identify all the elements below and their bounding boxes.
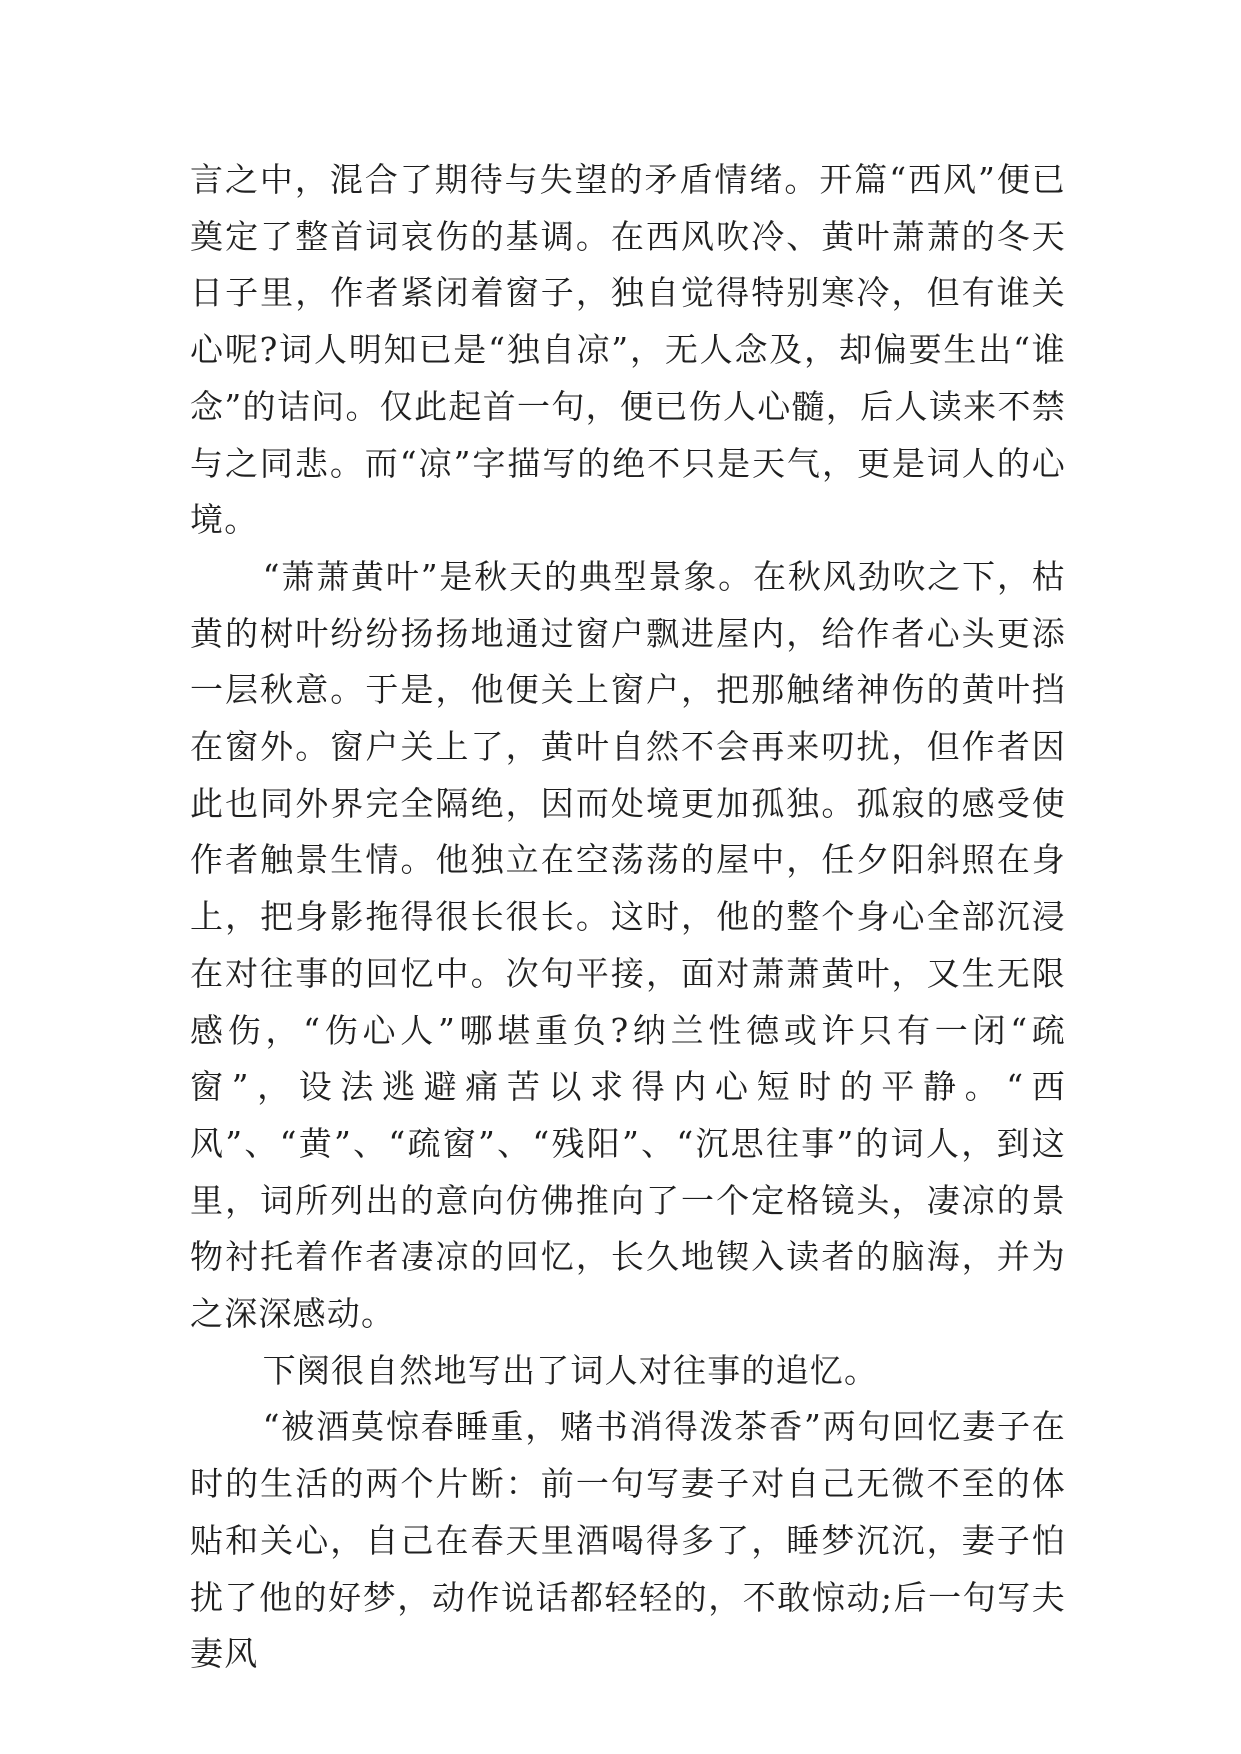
document-body: [190, 152, 1066, 1683]
paragraph: “被酒莫惊春睡重，赌书消得泼茶香”两句回忆妻子在时的生活的两个片断：前一句写妻子对自己无微不至的体贴和关心，自己在春天里酒喝得多了，睡梦沉沉，妻子怕扰了他的好梦，动作说话都轻轻的，不敢惊动;后一句写夫妻风: [190, 1407, 1066, 1674]
paragraph: “萧萧黄叶”是秋天的典型景象。在秋风劲吹之下，枯黄的树叶纷纷扬扬地通过窗户飘进屋内，给作者心头更添一层秋意。于是，他便关上窗户，把那触绪神伤的黄叶挡在窗外。窗户关上了，黄叶自然不会再来叨扰，但作者因此也同外界完全隔绝，因而处境更加孤独。孤寂的感受使作者触景生情。他独立在空荡荡的屋中，任夕阳斜照在身上，把身影拖得很长很长。这时，他的整个身心全部沉浸在对往事的回忆中。次句平接，面对萧萧黄叶，又生无限感伤，“伤心人”哪堪重负?纳兰性德或许只有一闭“疏窗”，设法逃避痛苦以求得内心短时的平静。“西风”、“黄”、“疏窗”、“残阳”、“沉思往事”的词人，到这里，词所列出的意向仿佛推向了一个定格镜头，凄凉的景物衬托着作者凄凉的回忆，长久地锲入读者的脑海，并为之深深感动。: [190, 556, 1066, 1334]
paragraph: 下阕很自然地写出了词人对往事的追忆。: [262, 1350, 879, 1390]
paragraph: 言之中，混合了期待与失望的矛盾情绪。开篇“西风”便已奠定了整首词哀伤的基调。在西风吹冷、黄叶萧萧的冬天日子里，作者紧闭着窗子，独自觉得特别寒冷，但有谁关心呢?词人明知已是“独自凉”，无人念及，却偏要生出“谁念”的诘问。仅此起首一句，便已伤人心髓，后人读来不禁与之同悲。而“凉”字描写的绝不只是天气，更是词人的心境。: [190, 160, 1066, 540]
